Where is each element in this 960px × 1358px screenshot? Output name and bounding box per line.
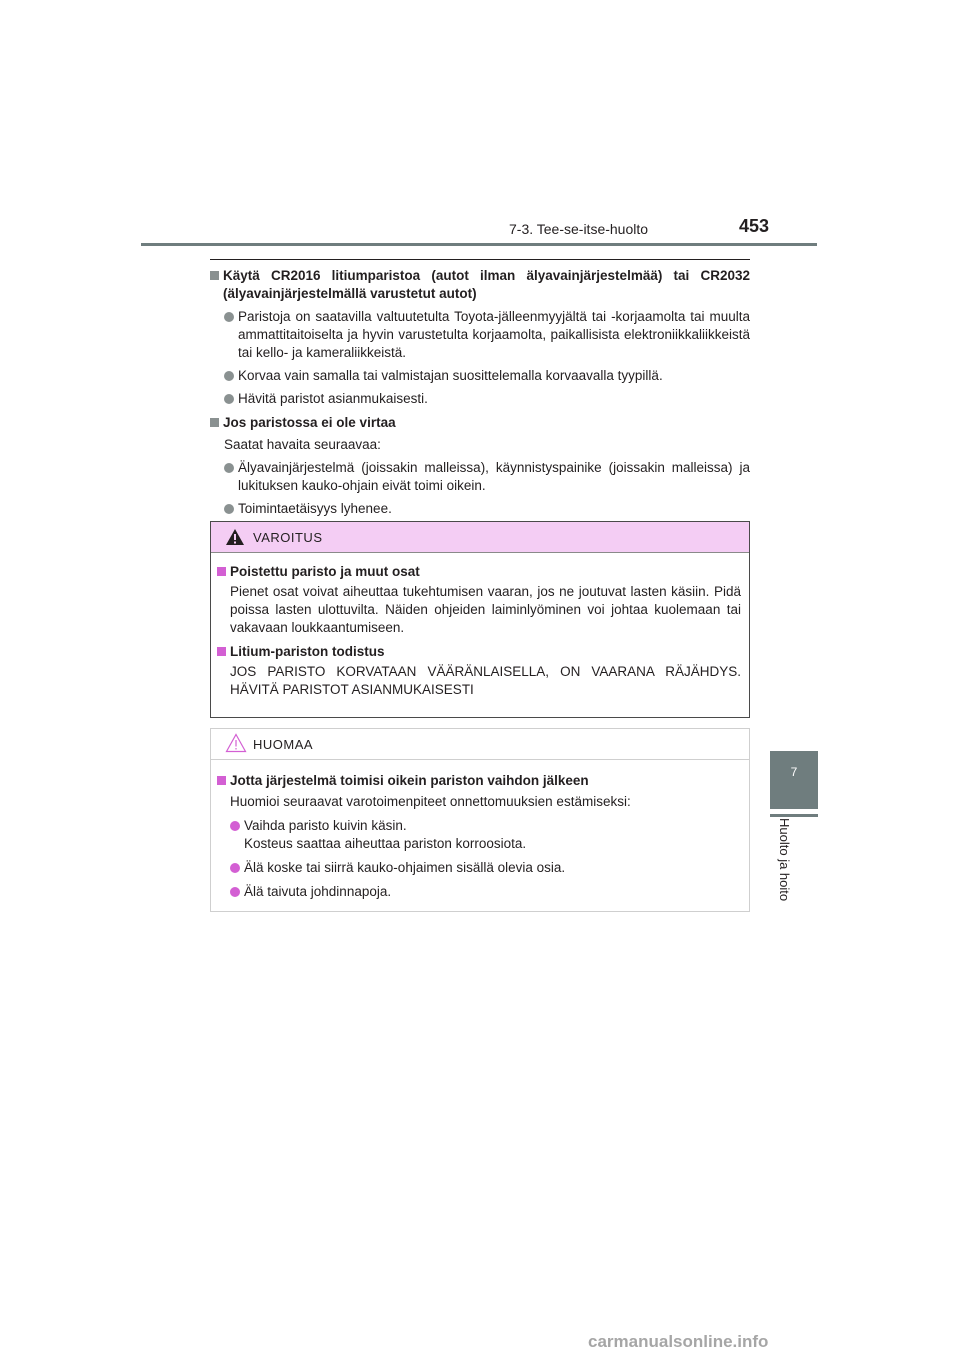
- list-item: Paristoja on saatavilla valtuutetulta Toyota-jälleenmyyjältä tai -korjaamolta tai muulta ammattitaitoiselta ja hyvin varustetulta korjaamolta, paikallisista elektroniikkaliikkeistä tai kello- ja kameraliikkeistä.: [210, 308, 750, 362]
- warning-triangle-icon: [225, 528, 245, 546]
- notice-intro: Huomioi seuraavat varotoimenpiteet onnettomuuksien estämiseksi:: [230, 794, 631, 809]
- sub-rule: [210, 259, 750, 260]
- notice-header: [211, 729, 749, 760]
- section-intro: Saatat havaita seuraavaa:: [224, 437, 381, 452]
- square-bullet-icon: [210, 271, 219, 280]
- warning-item-heading: Litium-pariston todistus: [217, 643, 741, 661]
- circle-bullet-icon: [230, 821, 240, 831]
- section-title: 7-3. Tee-se-itse-huolto: [509, 221, 649, 237]
- notice-body: [211, 760, 749, 901]
- notice-triangle-icon: [225, 733, 247, 753]
- chapter-label: Huolto ja hoito: [777, 818, 792, 902]
- page-number: 453: [739, 216, 770, 236]
- circle-bullet-icon: [224, 463, 234, 473]
- list-item: Korvaa vain samalla tai valmistajan suosittelemalla korvaavalla tyypillä.: [210, 367, 750, 385]
- list-item: Älä koske tai siirrä kauko-ohjaimen sisällä olevia osia.: [217, 859, 741, 877]
- header-rule: [141, 243, 817, 246]
- warning-item-text: JOS PARISTO KORVATAAN VÄÄRÄNLAISELLA, ON VAARANA RÄJÄHDYS. HÄVITÄ PARISTOT ASIANMUKAISESTI: [230, 664, 741, 697]
- section-heading: Jos paristossa ei ole virtaa: [210, 414, 750, 432]
- square-bullet-icon: [217, 567, 226, 576]
- chapter-number: 7: [790, 765, 798, 779]
- list-item: Vaihda paristo kuivin käsin. Kosteus saattaa aiheuttaa pariston korroosiota.: [217, 817, 741, 853]
- circle-bullet-icon: [224, 504, 234, 514]
- chapter-tab: [770, 751, 818, 809]
- circle-bullet-icon: [224, 371, 234, 381]
- list-item: Älyavainjärjestelmä (joissakin malleissa), käynnistyspainike (joissakin malleissa) ja lukituksen kauko-ohjain eivät toimi oikein.: [210, 459, 750, 495]
- list-item: Toimintaetäisyys lyhenee.: [210, 500, 750, 518]
- square-bullet-icon: [217, 776, 226, 785]
- circle-bullet-icon: [224, 394, 234, 404]
- circle-bullet-icon: [224, 312, 234, 322]
- chapter-rule: [770, 814, 818, 817]
- watermark: carmanualsonline.info: [588, 1332, 769, 1351]
- list-item: Hävitä paristot asianmukaisesti.: [210, 390, 750, 408]
- notice-heading: Jotta järjestelmä toimisi oikein pariston vaihdon jälkeen: [217, 772, 741, 790]
- warning-header: [211, 522, 749, 553]
- notice-title: HUOMAA: [253, 737, 314, 752]
- square-bullet-icon: [217, 647, 226, 656]
- section-heading: Käytä CR2016 litiumparistoa (autot ilman älyavainjärjestelmää) tai CR2032 (älyavainjärjestelmällä varustetut autot): [210, 267, 750, 303]
- square-bullet-icon: [210, 418, 219, 427]
- warning-title: VAROITUS: [253, 530, 323, 545]
- warning-item-heading: Poistettu paristo ja muut osat: [217, 563, 741, 581]
- notice-box: [210, 728, 750, 912]
- main-content: [210, 267, 750, 518]
- warning-item-text: Pienet osat voivat aiheuttaa tukehtumisen vaaran, jos ne joutuvat lasten käsiin. Pidä poissa lasten ulottuvilta. Näiden ohjeiden laiminlyöminen voi johtaa kuolemaan tai vakavaan loukkaantumiseen.: [230, 584, 741, 635]
- list-item: Älä taivuta johdinnapoja.: [217, 883, 741, 901]
- warning-body: [211, 553, 749, 699]
- warning-box: [210, 521, 750, 718]
- circle-bullet-icon: [230, 863, 240, 873]
- circle-bullet-icon: [230, 887, 240, 897]
